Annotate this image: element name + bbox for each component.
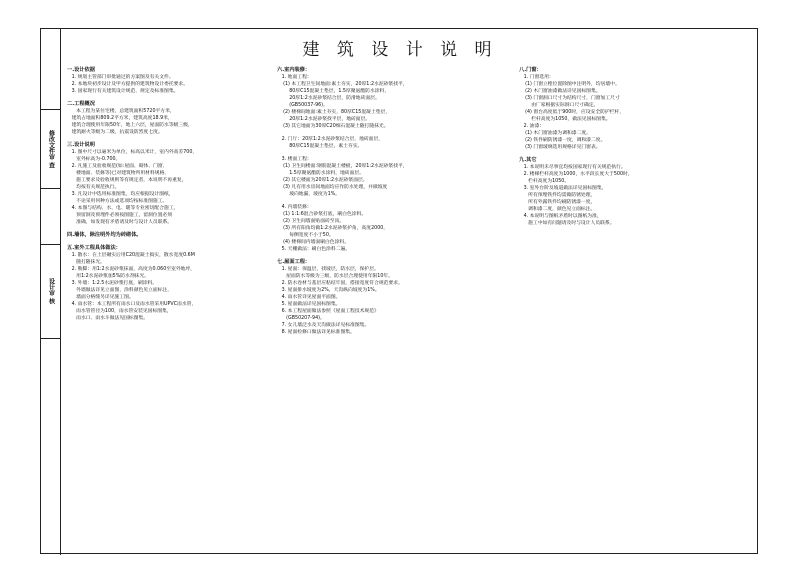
note-line: (2) 楼梯间地面:素土夯实，80厚C15混凝土垫层， bbox=[277, 110, 391, 115]
title-block-sidebar bbox=[41, 29, 61, 555]
section-heading: 二.工程概况 bbox=[67, 101, 95, 107]
note-line: (3) 门窗洞口尺寸为结构尺寸，门窗加工尺寸 bbox=[519, 96, 620, 101]
note-line: (GB50207-94)。 bbox=[277, 316, 325, 321]
section-heading: 四.墙体，除注明外均为砖砌体。 bbox=[67, 232, 142, 238]
section-heading: 三.设计说明 bbox=[67, 142, 95, 148]
note-line: 楼地面、装修等)已对建筑物所用材料规格、 bbox=[67, 171, 170, 176]
note-line: 7. 女儿墙泛水及天沟做法详见标准图集。 bbox=[277, 323, 370, 328]
notes-column-2 bbox=[277, 67, 517, 336]
note-line: (2) 卫生间墙面贴面砖至顶。 bbox=[277, 219, 345, 224]
note-line: 1. 门窗选用： bbox=[519, 75, 554, 80]
note-line: 室外标高为-0.700。 bbox=[67, 157, 121, 162]
note-line: (1) 木门窗油漆为调和漆二度。 bbox=[519, 131, 591, 136]
note-line: 雨水管管径为100，雨水管安装见国标图集， bbox=[67, 309, 172, 314]
note-line: 4. 本说明与图纸矛盾时以图纸为准， bbox=[519, 214, 602, 219]
note-line: 随打随抹光。 bbox=[67, 260, 105, 265]
sidebar-block-revision bbox=[41, 109, 61, 189]
notes-column-3 bbox=[519, 67, 754, 227]
note-line: (3) 其它地面为30厚C20细石混凝土随打随抹光。 bbox=[277, 124, 389, 129]
note-line: 墙面分格缝另详见施工图。 bbox=[67, 295, 134, 300]
note-line: 2. 凡施工及验收规范(如:屋面、砌体、门窗、 bbox=[67, 164, 168, 169]
note-line: 2. 防水卷材与基层应粘结牢固，搭接宽度符合规范要求。 bbox=[277, 281, 403, 286]
note-line: 1. 散水：在土层碾实后用C20混凝土捣实，散水宽度0.6M bbox=[67, 253, 195, 258]
note-line: 5. 天棚做法：刷白色涂料二遍。 bbox=[277, 247, 351, 252]
sidebar-sub-label: 审 查 bbox=[47, 153, 55, 169]
note-line: (3) 门窗玻璃选用规格详见门窗表。 bbox=[519, 145, 601, 150]
note-line: 均按有关规范执行。 bbox=[67, 185, 120, 190]
note-line: 5. 屋面做法详见国标图集。 bbox=[277, 302, 341, 307]
section-heading: 六.室内装修： bbox=[277, 67, 311, 73]
page-title: 建 筑 设 计 说 明 bbox=[302, 40, 498, 60]
note-line: 4. 雨水管详见屋面平面图。 bbox=[277, 295, 341, 300]
note-line: (1) 卫生间楼面:钢筋混凝土楼板，20厚1:2水泥砂浆找平， bbox=[277, 164, 408, 169]
note-line: 1. 屋面：保温层，找坡层，防水层，保护层。 bbox=[277, 267, 379, 272]
note-line: (4) 窗台高度低于900时，应设安全防护栏杆， bbox=[519, 110, 625, 115]
notes-column-1 bbox=[67, 67, 277, 322]
note-line: 本工程为某住宅楼，总建筑面积5720平方米， bbox=[67, 109, 175, 114]
sidebar-sub-label: 审 核 bbox=[47, 290, 55, 305]
note-line: 每侧宽度不小于50。 bbox=[277, 233, 334, 238]
note-line: 1. 地面工程： bbox=[277, 75, 312, 80]
note-line: 2. 勒脚：用1:2水泥砂浆抹面，高度为0.060至室外地坪， bbox=[67, 267, 196, 272]
note-line: 1. 规划主管部门审批通过的方案图及有关文件。 bbox=[67, 75, 174, 80]
note-line: (1) 本工程卫生间地面:素土夯实，20厚1:2水泥砂浆找平， bbox=[277, 82, 408, 87]
note-line: 建筑耐火等级为二级，抗震设防烈度七度。 bbox=[67, 130, 163, 135]
sidebar-block-design bbox=[41, 244, 61, 339]
note-line: 4. 雨水管：本工程所有雨水口及雨水管采用UPVC雨水管， bbox=[67, 302, 197, 307]
note-line: 不论采用何种方法或选项均按标准图施工。 bbox=[67, 199, 168, 204]
section-heading: 九.其它 bbox=[519, 157, 537, 163]
note-line: 雨水口、雨水斗做法见国标图集。 bbox=[67, 316, 149, 321]
note-line: 4. 内墙装修： bbox=[277, 205, 312, 210]
note-line: (3) 凡有用水房间地面均应作防水处理，并做坡度 bbox=[277, 185, 388, 190]
drawing-sheet bbox=[40, 28, 758, 554]
note-line: 80厚C15混凝土垫层，素土夯实。 bbox=[277, 144, 363, 149]
section-heading: 一.设计依据 bbox=[67, 67, 95, 73]
note-line: (2) 其它楼面为20厚1:2水泥砂浆面层。 bbox=[277, 178, 368, 183]
note-line: 栏杆高度为1050，做法见国标图集。 bbox=[519, 117, 611, 122]
note-line: 栏杆高度为1050。 bbox=[519, 179, 570, 184]
note-line: 坡向地漏，坡度为1%。 bbox=[277, 192, 340, 197]
note-line: 20厚1:2水泥砂浆结合层，防滑地砖面层。 bbox=[277, 96, 380, 101]
sidebar-label: 设计 bbox=[47, 278, 55, 291]
note-line: 屋面防水等级为三级，防水层合理使用年限10年。 bbox=[277, 274, 393, 279]
note-line: (1) 1:1:6混合砂浆打底，刷白色涂料。 bbox=[277, 212, 367, 217]
note-line: 2. 本地块初步设计及甲方提供的建筑物设计委托要求。 bbox=[67, 82, 189, 87]
note-line: 20厚1:2水泥砂浆找平层，地砖面层。 bbox=[277, 117, 371, 122]
note-line: 施工中如有问题请及时与设计人员联系。 bbox=[519, 221, 615, 226]
note-line: 6. 本工程屋面做法参照《屋面工程技术规范》 bbox=[277, 309, 379, 314]
note-line: 施工要求及验收规则等有规定者，本说明不再重复， bbox=[67, 178, 187, 183]
note-line: 2. 门厅：20厚1:2水泥砂浆结合层，地砖面层， bbox=[277, 137, 384, 142]
note-line: 外墙做法详见立面图，涂料颜色见立面标注， bbox=[67, 288, 173, 293]
note-line: 所有预埋铁件均需做防锈处理， bbox=[519, 193, 596, 198]
note-line: 3. 凡设计中选用标准图集，均应根据设计图纸， bbox=[67, 192, 174, 197]
note-line: 3. 国家现行有关建筑设计规范、规定及标准图集。 bbox=[67, 89, 179, 94]
note-line: 3. 外墙：1:2.5水泥砂浆打底，刷涂料。 bbox=[67, 281, 158, 286]
note-line: 建筑合理使用年限50年，地上六层，屋面防水等级三级， bbox=[67, 123, 193, 128]
note-line: 1.5厚聚氨酯防水涂料，地砖面层。 bbox=[277, 171, 364, 176]
note-line: (2) 铁件刷防锈漆一度，调和漆二度。 bbox=[519, 138, 606, 143]
note-line: (4) 楼梯间内墙面刷白色涂料。 bbox=[277, 240, 349, 245]
note-line: 3. 室外台阶及坡道做法详见国标图集， bbox=[519, 186, 607, 191]
note-line: 80厚C15混凝土垫层，1.5厚聚氨酯防水涂料， bbox=[277, 89, 390, 94]
note-line: 预留洞及预埋件必须按图施工，留洞位置必须 bbox=[67, 213, 173, 218]
note-line: 3. 屋面排水坡度为2%，天沟纵向坡度为1%。 bbox=[277, 288, 380, 293]
section-heading: 七.屋面工程： bbox=[277, 259, 311, 265]
note-line: 所有外露铁件均刷防锈漆一度， bbox=[519, 200, 596, 205]
note-line: (2) 木门窗油漆做法详见国标图集。 bbox=[519, 89, 601, 94]
note-line: 8. 屋面检修口做法详见标准图集。 bbox=[277, 330, 355, 335]
section-heading: 八.门窗： bbox=[519, 67, 542, 73]
note-line: 4. 本图与结构、水、电、暖等专业密切配合施工， bbox=[67, 206, 179, 211]
note-line: (GB50037-96)。 bbox=[277, 103, 328, 108]
sidebar-label: 修改文件 bbox=[47, 129, 55, 154]
note-line: 2. 油漆： bbox=[519, 124, 545, 129]
note-line: 建筑占地面积809.2平方米，建筑高度18.9米， bbox=[67, 116, 173, 121]
note-line: (1) 门窗立樘位置除图中注明外，均居墙中。 bbox=[519, 82, 620, 87]
note-line: 调和漆二度，颜色见立面标注。 bbox=[519, 207, 596, 212]
note-line: 1. 图中尺寸以毫米为单位，标高以米计，室内外高差700， bbox=[67, 150, 198, 155]
note-line: 1. 本说明未尽事宜均按国家现行有关规范执行。 bbox=[519, 165, 626, 170]
note-line: 用1:2水泥砂浆加5%防水剂抹光。 bbox=[67, 274, 150, 279]
note-line: 准确，如发现有矛盾请及时与设计人员联系。 bbox=[67, 220, 173, 225]
note-line: 2. 楼梯栏杆高度为1000，水平段长度大于500时， bbox=[519, 172, 633, 177]
note-line: 3. 楼面工程： bbox=[277, 157, 312, 162]
section-heading: 五.室外工程具体做法： bbox=[67, 245, 121, 251]
note-line: 由厂家根据实际洞口尺寸确定。 bbox=[519, 103, 599, 108]
note-line: (3) 所有阳角均做1:2水泥砂浆护角，高度2000， bbox=[277, 226, 389, 231]
